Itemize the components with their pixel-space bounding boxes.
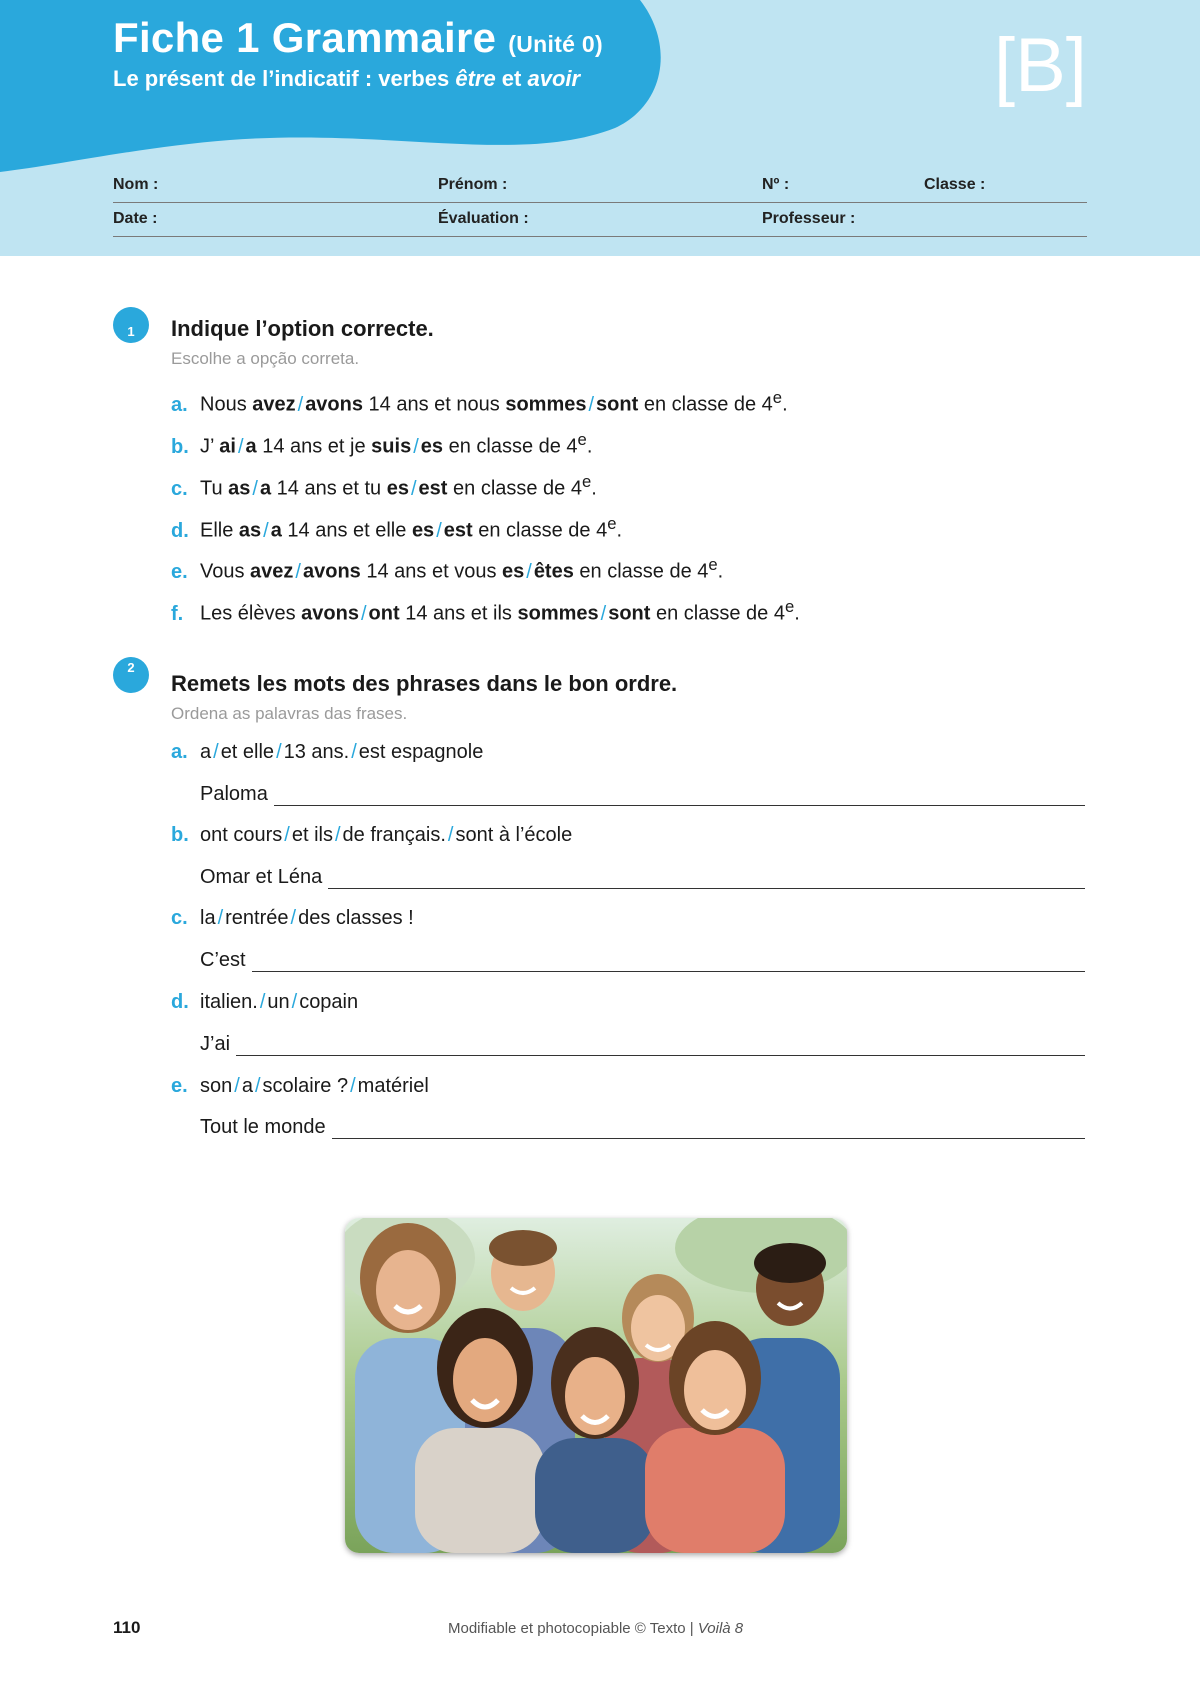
answer-line-c[interactable]: C’est — [200, 949, 1085, 972]
exercise-1-item-a: a. Nous avez / avons 14 ans et nous sommes / sont en classe de 4e. — [171, 388, 788, 416]
professeur-label: Professeur : — [762, 210, 856, 227]
exercise-1-number: 1 — [113, 307, 149, 343]
exercise-2-item-a: a. a / et elle / 13 ans. / est espagnole — [171, 741, 484, 763]
exercise-2-title: Remets les mots des phrases dans le bon ordre. — [171, 671, 678, 696]
exercise-1-subtitle: Escolhe a opção correta. — [171, 349, 360, 368]
answer-line-a[interactable]: Paloma — [200, 783, 1085, 806]
exercise-2-number: 2 — [113, 657, 149, 693]
exercise-2-item-d: d. italien. / un / copain — [171, 991, 359, 1013]
answer-line-d[interactable]: J’ai — [200, 1033, 1085, 1056]
exercise-2-subtitle: Ordena as palavras das frases. — [171, 704, 408, 723]
exercise-1-item-b: b. J’ ai / a 14 ans et je suis / es en classe de 4e. — [171, 430, 593, 458]
book-title: Voilà 8 — [697, 1620, 744, 1637]
form-row-1 — [113, 176, 1087, 203]
exercise-1-item-d: d. Elle as / a 14 ans et elle es / est en classe de 4e. — [171, 514, 623, 542]
numero-label: Nº : — [762, 176, 790, 193]
evaluation-label: Évaluation : — [438, 210, 529, 227]
answer-line-e[interactable]: Tout le monde — [200, 1116, 1085, 1139]
exercise-1-title: Indique l’option correcte. — [171, 316, 434, 341]
page-subtitle: Le présent de l’indicatif : verbes être et avoir — [113, 66, 581, 91]
header-band — [0, 0, 1200, 256]
exercise-2-item-e: e. son / a / scolaire ? / matériel — [171, 1075, 429, 1097]
date-label: Date : — [113, 210, 158, 227]
prenom-label: Prénom : — [438, 176, 508, 193]
footer-copyright: Modifiable et photocopiable © Texto | Voilà 8 — [448, 1620, 744, 1637]
page-number: 110 — [113, 1618, 141, 1637]
exercise-2-item-c: c. la / rentrée / des classes ! — [171, 907, 414, 929]
level-badge: [B] — [994, 23, 1087, 108]
exercise-1-item-c: c. Tu as / a 14 ans et tu es / est en classe de 4e. — [171, 472, 597, 500]
answer-line-b[interactable]: Omar et Léna — [200, 866, 1085, 889]
exercise-1-item-e: e. Vous avez / avons 14 ans et vous es / êtes en classe de 4e. — [171, 555, 724, 583]
page-title: Fiche 1 Grammaire (Unité 0) — [113, 14, 603, 61]
unit-label: (Unité 0) — [508, 31, 603, 57]
nom-label: Nom : — [113, 176, 159, 193]
form-row-2 — [113, 210, 1087, 237]
exercise-1-item-f: f. Les élèves avons / ont 14 ans et ils sommes / sont en classe de 4e. — [171, 597, 800, 625]
exercise-2-item-b: b. ont cours / et ils / de français. / sont à l’école — [171, 824, 573, 846]
classe-label: Classe : — [924, 176, 986, 193]
students-group-photo — [345, 1218, 847, 1553]
